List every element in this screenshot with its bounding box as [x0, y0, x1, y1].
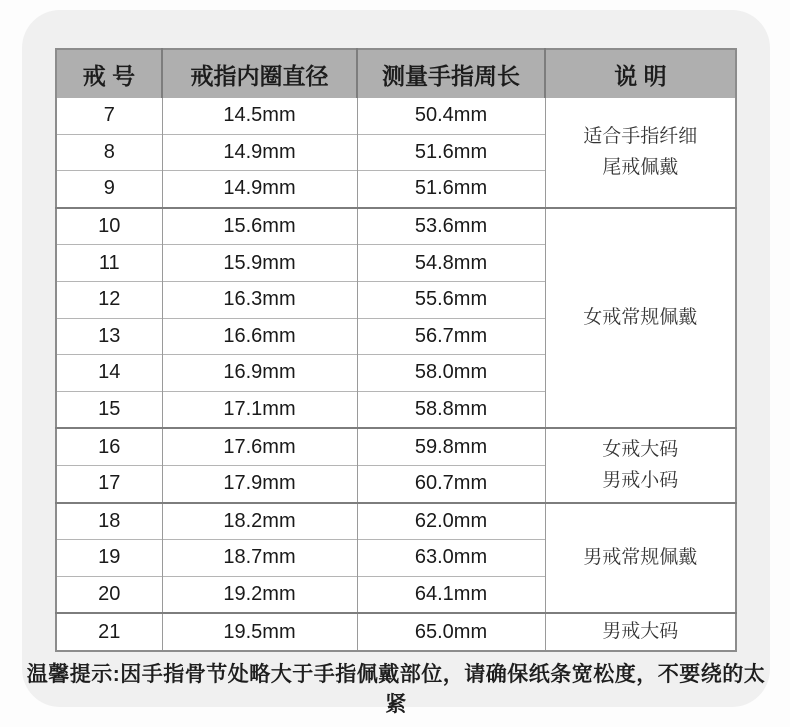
column-header-circumference: 测量手指周长	[357, 49, 545, 98]
footer-note: 温馨提示:因手指骨节处略大于手指佩戴部位，请确保纸条宽松度，不要绕的太紧	[26, 663, 766, 716]
ring-size-cell: 17	[56, 465, 162, 502]
diameter-cell: 15.9mm	[162, 245, 357, 282]
diameter-cell: 16.3mm	[162, 281, 357, 318]
group-note-cell	[545, 98, 736, 208]
column-header-inner-diameter: 戒指内圈直径	[162, 49, 357, 98]
group-note-line: 男戒大码	[602, 621, 679, 643]
group-note-line: 男戒小码	[602, 470, 679, 492]
circumference-cell: 53.6mm	[357, 208, 545, 245]
circumference-cell: 60.7mm	[357, 465, 545, 502]
group-note-line: 男戒常规佩戴	[583, 547, 698, 569]
ring-size-cell: 13	[56, 318, 162, 355]
ring-size-cell: 12	[56, 281, 162, 318]
circumference-cell: 55.6mm	[357, 281, 545, 318]
diameter-cell: 17.1mm	[162, 391, 357, 428]
ring-size-cell: 15	[56, 391, 162, 428]
group-note-cell	[545, 428, 736, 502]
diameter-cell: 16.6mm	[162, 318, 357, 355]
group-note-line: 适合手指纤细	[583, 126, 698, 148]
ring-size-cell: 8	[56, 134, 162, 171]
table-row	[56, 208, 736, 245]
ring-size-cell: 9	[56, 171, 162, 208]
circumference-cell: 62.0mm	[357, 503, 545, 540]
ring-size-cell: 11	[56, 245, 162, 282]
group-note-cell	[545, 503, 736, 614]
table-row	[56, 428, 736, 465]
diameter-cell: 17.6mm	[162, 428, 357, 465]
diameter-cell: 14.9mm	[162, 171, 357, 208]
diameter-cell: 18.7mm	[162, 540, 357, 577]
header-row	[56, 49, 736, 98]
ring-size-cell: 14	[56, 355, 162, 392]
group-note-cell	[545, 613, 736, 651]
circumference-cell: 51.6mm	[357, 171, 545, 208]
circumference-cell: 51.6mm	[357, 134, 545, 171]
ring-size-cell: 18	[56, 503, 162, 540]
circumference-cell: 50.4mm	[357, 98, 545, 134]
circumference-cell: 65.0mm	[357, 613, 545, 651]
table-row	[56, 613, 736, 651]
table-row	[56, 98, 736, 134]
ring-size-table	[55, 48, 737, 652]
circumference-cell: 58.0mm	[357, 355, 545, 392]
ring-size-cell: 21	[56, 613, 162, 651]
circumference-cell: 56.7mm	[357, 318, 545, 355]
diameter-cell: 14.9mm	[162, 134, 357, 171]
diameter-cell: 15.6mm	[162, 208, 357, 245]
circumference-cell: 59.8mm	[357, 428, 545, 465]
ring-size-cell: 19	[56, 540, 162, 577]
size-chart-card	[22, 10, 770, 716]
ring-size-cell: 10	[56, 208, 162, 245]
diameter-cell: 19.2mm	[162, 576, 357, 613]
circumference-cell: 64.1mm	[357, 576, 545, 613]
diameter-cell: 18.2mm	[162, 503, 357, 540]
group-note-line: 女戒大码	[602, 439, 679, 461]
diameter-cell: 16.9mm	[162, 355, 357, 392]
ring-size-cell: 7	[56, 98, 162, 134]
circumference-cell: 54.8mm	[357, 245, 545, 282]
ring-size-cell: 20	[56, 576, 162, 613]
column-header-ring-size: 戒 号	[56, 49, 162, 98]
table-row	[56, 503, 736, 540]
ring-size-cell: 16	[56, 428, 162, 465]
column-header-notes: 说 明	[545, 49, 736, 98]
diameter-cell: 19.5mm	[162, 613, 357, 651]
circumference-cell: 63.0mm	[357, 540, 545, 577]
diameter-cell: 17.9mm	[162, 465, 357, 502]
table-wrap	[55, 48, 735, 652]
circumference-cell: 58.8mm	[357, 391, 545, 428]
group-note-line: 女戒常规佩戴	[583, 307, 698, 329]
diameter-cell: 14.5mm	[162, 98, 357, 134]
group-note-line: 尾戒佩戴	[602, 157, 679, 179]
group-note-cell	[545, 208, 736, 429]
